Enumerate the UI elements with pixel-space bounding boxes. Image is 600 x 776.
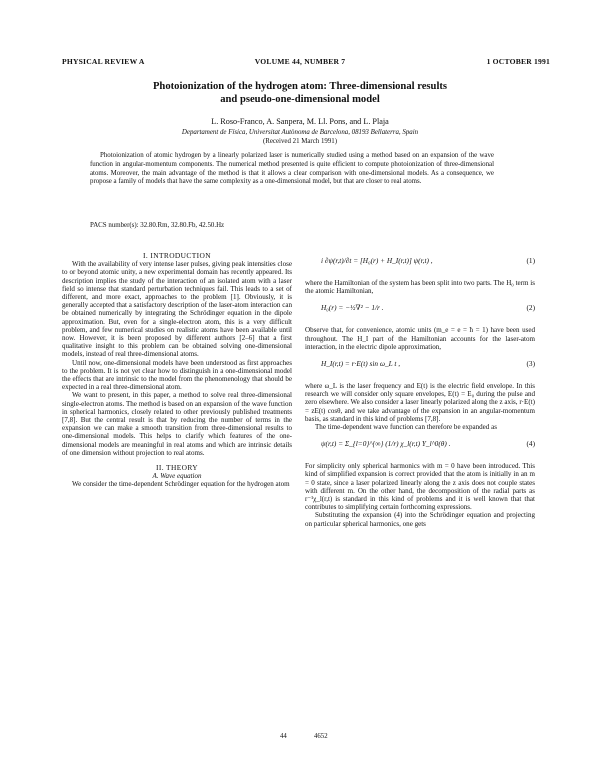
equation-2-expression: H₀(r) = −½∇² − 1/r . bbox=[321, 303, 384, 313]
journal-name: PHYSICAL REVIEW A bbox=[62, 57, 145, 66]
issue-date: 1 OCTOBER 1991 bbox=[486, 57, 550, 66]
paragraph: With the availability of very intense laser pulses, giving peak intensities close to or beyond atomic unity, a new experimental domain has recently appeared. Its description implies the study of the interaction of an isolated atom with a laser field so intense that standard perturbation techniques fail. This leads to a set of different, and more exact, approaches to the problem [1]. Obviously, it is generally accepted that a satisfactory description of the laser-atom interaction can be obtained numerically by integrating the Schrödinger equation in the dipole approximation. But, even for a single-electron atom, this is a very difficult problem, and few numerical studies on realistic atoms have been available until now. However, it is been proposed by different authors [2–6] that a first qualitative insight to this problem can be obtained solving one-dimensional models, instead of real three-dimensional atoms. bbox=[62, 260, 292, 359]
paragraph: The time-dependent wave function can therefore be expanded as bbox=[315, 423, 497, 432]
equation-1-expression: i ∂ψ(r,t)/∂t = [H₀(r) + H_I(r,t)] ψ(r,t) , bbox=[321, 256, 433, 265]
left-column bbox=[62, 252, 292, 489]
affiliation: Departament de Física, Universitat Autònoma de Barcelona, 08193 Bellaterra, Spain bbox=[181, 129, 419, 136]
paragraph: Substituting the expansion (4) into the Schrödinger equation and projecting on particular spherical harmonics, one gets bbox=[305, 511, 535, 528]
paragraph: We want to present, in this paper, a method to solve real three-dimensional single-electron atoms. The method is based on an expansion of the wave function in spherical harmonics, closely related to other previously published treatments [7,8]. But the central result is that by reducing the number of terms in the expansion we can make a smooth transition from three-dimensional results to one-dimensional models. This helps to clarify which features of the one-dimensional models are meaningful in real atoms and which are intrinsic details of one dimension without projection to real atoms. bbox=[62, 391, 292, 457]
title-line-1: Photoionization of the hydrogen atom: Three-dimensional results bbox=[152, 81, 448, 92]
paragraph: Observe that, for convenience, atomic units (m_e = e = ħ = 1) have been used throughout. The H_I part of the Hamiltonian accounts for the laser-atom interaction, in the electric dipole approximation, bbox=[305, 326, 535, 351]
equation-3 bbox=[305, 356, 535, 376]
equation-4 bbox=[305, 436, 535, 456]
paragraph: We consider the time-dependent Schrödinger equation for the hydrogen atom bbox=[72, 480, 290, 489]
footer-page-number: 4652 bbox=[314, 733, 328, 740]
right-column bbox=[305, 248, 535, 528]
subsection-heading-wave-equation: A. Wave equation bbox=[152, 472, 202, 481]
equation-2-number: (2) bbox=[526, 303, 535, 313]
paragraph: Until now, one-dimensional models have been understood as first approaches to the problem. It is not yet clear how to distinguish in a one-dimensional model the effects that are intrinsic to the model from the phenomenology that should be expected in a real three-dimensional atom. bbox=[62, 358, 292, 392]
section-heading-introduction: I. INTRODUCTION bbox=[143, 251, 211, 260]
title-line-2: and pseudo-one-dimensional model bbox=[220, 94, 380, 105]
volume-number: VOLUME 44, NUMBER 7 bbox=[254, 57, 346, 66]
equation-3-number: (3) bbox=[526, 359, 535, 369]
received-date: (Received 21 March 1991) bbox=[262, 138, 338, 145]
paper-title bbox=[60, 80, 540, 106]
authors: L. Roso-Franco, A. Sanpera, M. Ll. Pons, and L. Plaja bbox=[211, 117, 389, 126]
equation-1 bbox=[305, 253, 535, 273]
pacs-numbers: PACS number(s): 32.80.Rm, 32.80.Fb, 42.50.Hz bbox=[90, 222, 225, 229]
paragraph: For simplicity only spherical harmonics with m = 0 have been introduced. This kind of simplified expansion is correct provided that the atom is initially in an m = 0 state, since a laser polarized linearly along the z axis does not couple states with different m. On the other hand, the decomposition of the radial parts as r⁻¹χ_l(r,t) is standard in this kind of problems and it is well known that that contributes to simplifying certain forthcoming expressions. bbox=[305, 462, 535, 512]
section-heading-theory: II. THEORY bbox=[155, 463, 199, 473]
equation-2 bbox=[305, 300, 535, 320]
abstract: Photoionization of atomic hydrogen by a linearly polarized laser is numerically studied using a method based on an expansion of the wave function in angular-momentum components. The numerical method presented is quite efficient to compute photoionization of three-dimensional atoms. Moreover, the main advantage of the method is that it allows a clear comparison with one-dimensional models. As a consequence, we propose a family of models that have the same complexity as a one-dimensional model, but that are closer to real atoms. bbox=[90, 152, 494, 186]
footer-volume: 44 bbox=[280, 733, 287, 740]
paragraph: where ω_L is the laser frequency and E(t) is the electric field envelope. In this research we will consider only square envelopes, E(t) = E₀ during the pulse and zero elsewhere. We also consider a laser linearly polarized along the z axis, r·E(t) = zE(t) cosθ, and we take advantage of the expansion in an angular-momentum basis, as standard in this kind of problems [7,8]. bbox=[305, 382, 535, 423]
paragraph: where the Hamiltonian of the system has been split into two parts. The H₀ term is the atomic Hamiltonian, bbox=[305, 279, 535, 296]
equation-3-expression: H_I(r,t) = r·E(t) sin ω_L t , bbox=[321, 359, 401, 369]
equation-1-number: (1) bbox=[526, 256, 535, 265]
equation-4-expression: ψ(r,t) = Σ_{l=0}^{∞} (1/r) χ_l(r,t) Y_l^0(θ) . bbox=[321, 439, 451, 449]
equation-4-number: (4) bbox=[526, 439, 535, 449]
